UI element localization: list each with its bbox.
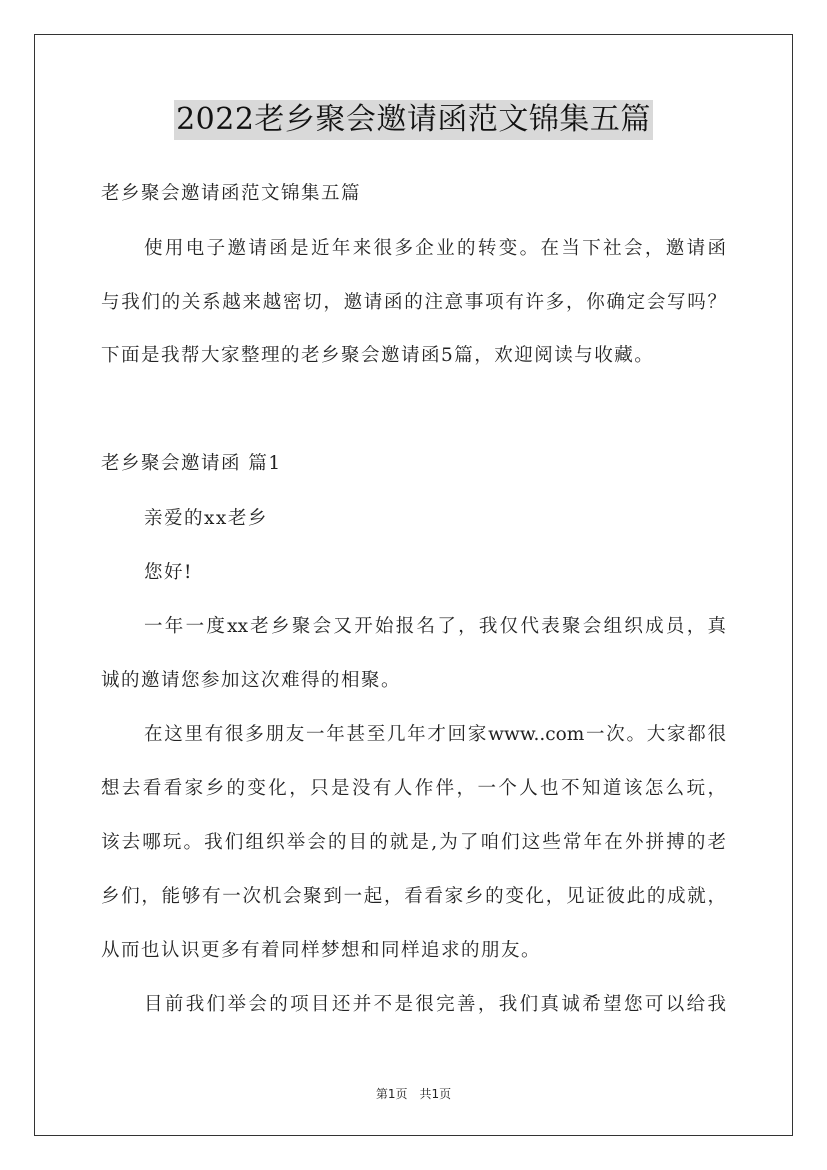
- para2-line-5: 从而也认识更多有着同样梦想和同样追求的朋友。: [101, 940, 542, 961]
- para3-line-1: 目前我们举会的项目还并不是很完善，我们真诚希望您可以给我: [144, 994, 726, 1015]
- para2-line-2: 想去看看家乡的变化，只是没有人作伴，一个人也不知道该怎么玩，: [101, 778, 726, 799]
- intro-line-1: 使用电子邀请函是近年来很多企业的转变。在当下社会，邀请函: [144, 238, 726, 259]
- greeting: 您好!: [144, 562, 193, 583]
- intro-line-2: 与我们的关系越来越密切，邀请函的注意事项有许多，你确定会写吗？: [101, 292, 726, 313]
- para1-line-1: 一年一度xx老乡聚会又开始报名了，我仅代表聚会组织成员，真: [144, 616, 726, 637]
- section-title: 老乡聚会邀请函 篇1: [101, 453, 282, 474]
- intro-line-3: 下面是我帮大家整理的老乡聚会邀请函5篇，欢迎阅读与收藏。: [101, 345, 655, 366]
- title-container: [0, 100, 827, 140]
- page-footer: 第1页 共1页: [375, 1087, 452, 1101]
- para2-line-3: 该去哪玩。我们组织举会的目的就是,为了咱们这些常年在外拼搏的老: [101, 832, 726, 853]
- para2-line-4: 乡们，能够有一次机会聚到一起，看看家乡的变化，见证彼此的成就，: [101, 886, 726, 907]
- para1-line-2: 诚的邀请您参加这次难得的相聚。: [101, 670, 402, 691]
- para2-line-1: 在这里有很多朋友一年甚至几年才回家www..com一次。大家都很: [144, 724, 726, 745]
- salutation: 亲爱的xx老乡: [144, 508, 268, 529]
- document-heading: 老乡聚会邀请函范文锦集五篇: [101, 183, 362, 204]
- document-title: 2022老乡聚会邀请函范文锦集五篇: [174, 100, 653, 140]
